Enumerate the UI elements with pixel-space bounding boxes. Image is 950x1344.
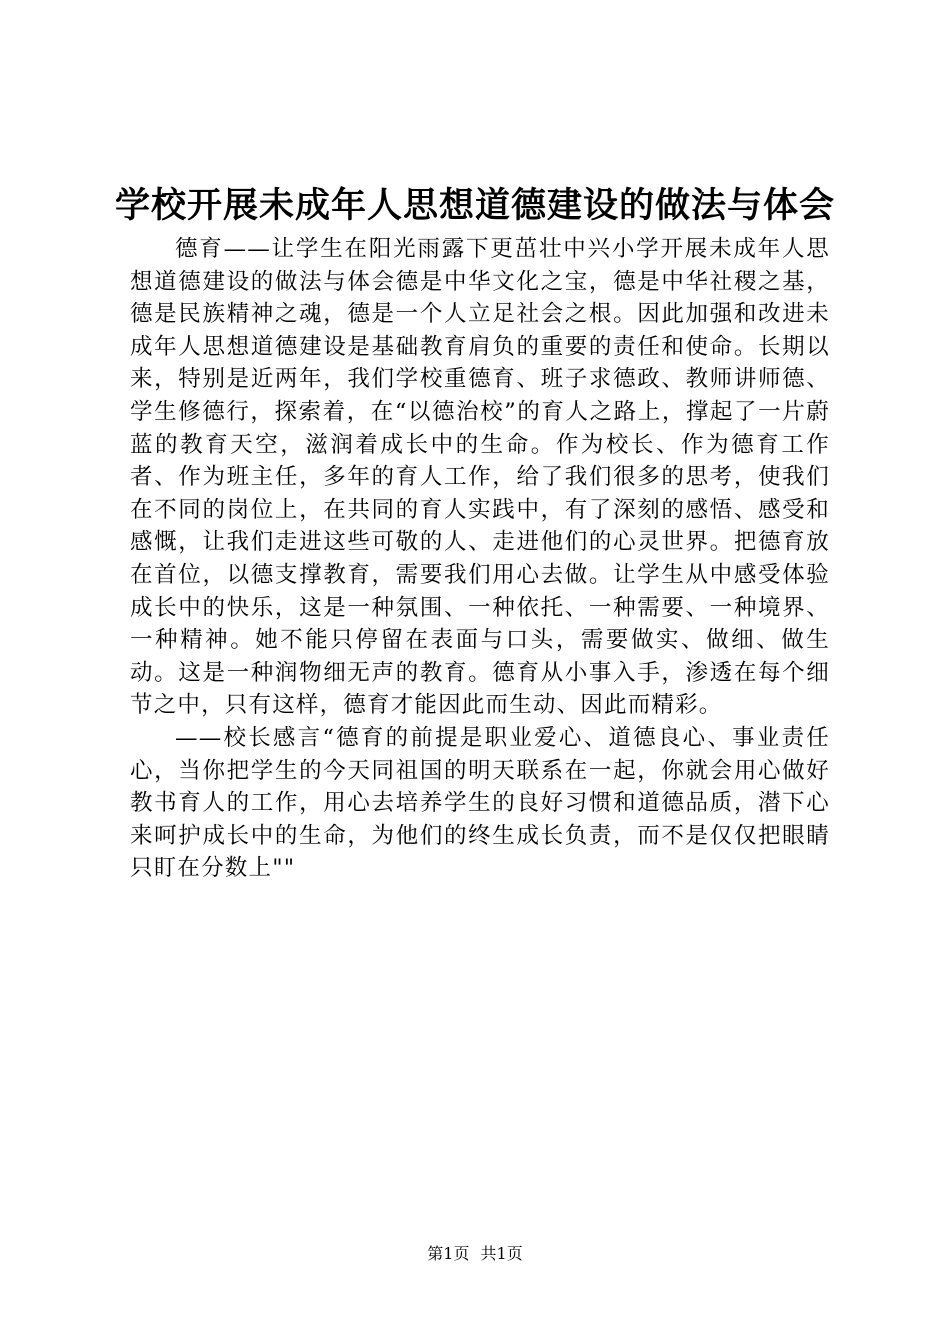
page-number: 第1页 bbox=[427, 1244, 470, 1263]
page-footer bbox=[0, 1243, 950, 1265]
document-body bbox=[130, 233, 830, 885]
document-title: 学校开展未成年人思想道德建设的做法与体会 bbox=[114, 185, 835, 226]
body-paragraph-2: ——校长感言“德育的前提是职业爱心、道德良心、事业责任心，当你把学生的今天同祖国的明天联系在一起，你就会用心做好教书育人的工作，用心去培养学生的良好习惯和道德品质，潜下心来呵护成长中的生命，为他们的终生成长负责，而不是仅仅把眼睛只盯在分数上"" bbox=[130, 724, 830, 882]
body-paragraph-1: 德育——让学生在阳光雨露下更茁壮中兴小学开展未成年人思想道德建设的做法与体会德是中华文化之宝，德是中华社稷之基，德是民族精神之魂，德是一个人立足社会之根。因此加强和改进未成年人思想道德建设是基础教育肩负的重要的责任和使命。长期以来，特别是近两年，我们学校重德育、班子求德政、教师讲师德、学生修德行，探索着，在“以德治校”的育人之路上，撑起了一片蔚蓝的教育天空，滋润着成长中的生命。作为校长、作为德育工作者、作为班主任，多年的育人工作，给了我们很多的思考，使我们在不同的岗位上，在共同的育人实践中，有了深刻的感悟、感受和感慨，让我们走进这些可敬的人、走进他们的心灵世界。把德育放在首位，以德支撑教育，需要我们用心去做。让学生从中感受体验成长中的快乐，这是一种氛围、一种依托、一种需要、一种境界、一种精神。她不能只停留在表面与口头，需要做实、做细、做生动。这是一种润物细无声的教育。德育从小事入手，渗透在每个细节之中，只有这样，德育才能因此而生动、因此而精彩。 bbox=[130, 236, 830, 719]
page-total: 共1页 bbox=[480, 1244, 523, 1263]
